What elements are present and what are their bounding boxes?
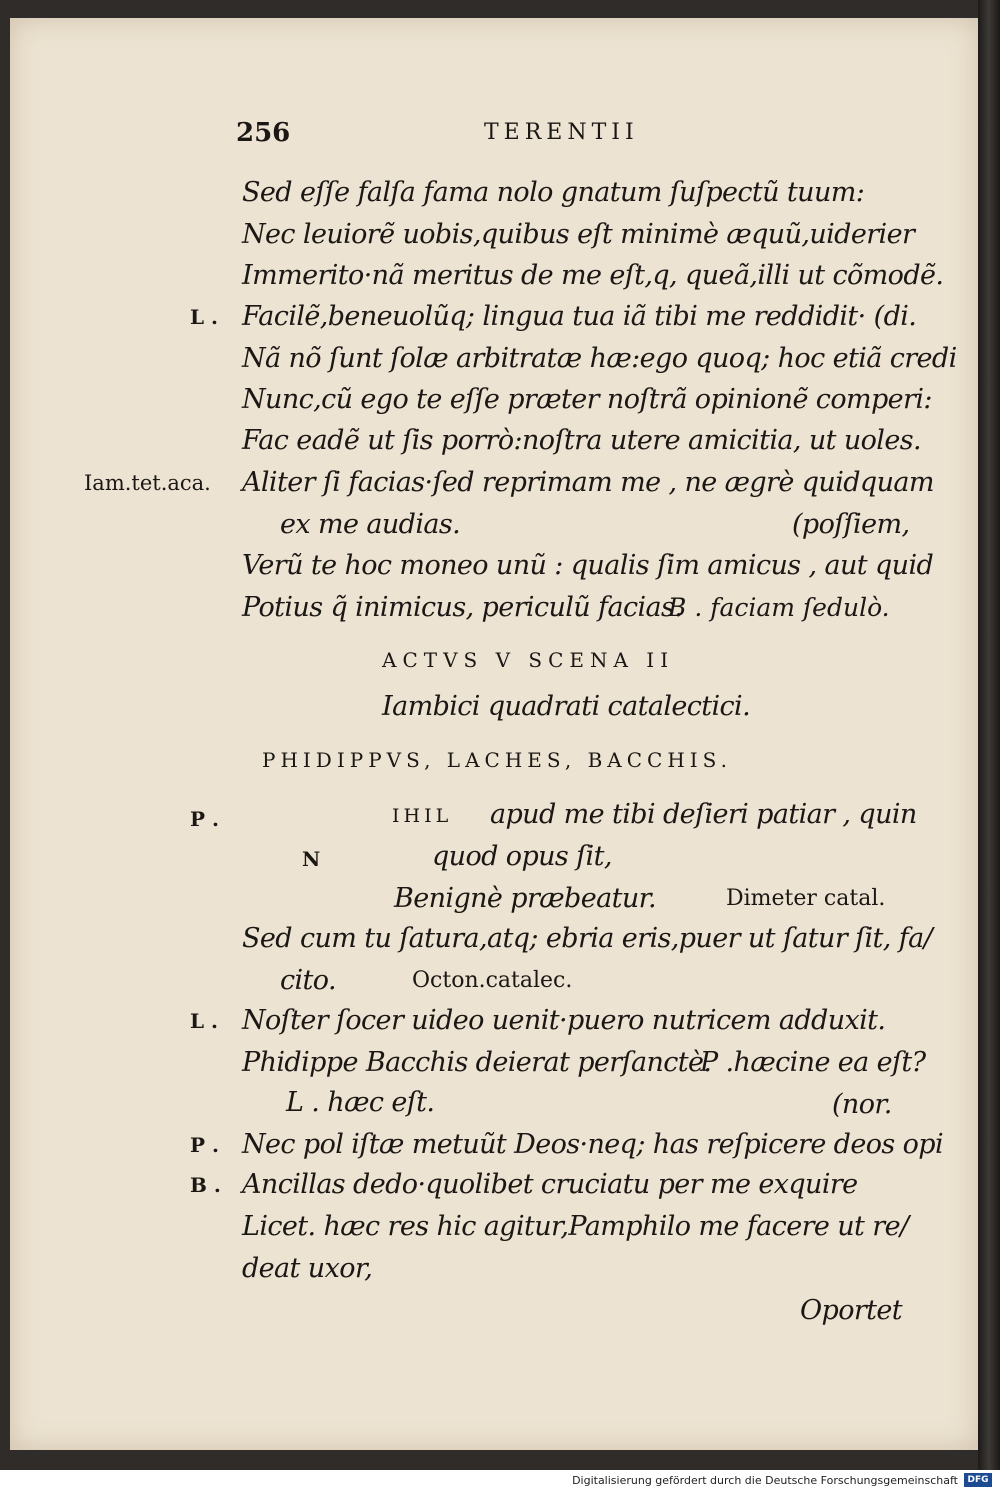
text-line: Nunc,cũ ego te eſſe præter noſtrã opinionẽ comperi: bbox=[242, 384, 932, 415]
speaker-label: P . bbox=[190, 807, 219, 831]
text-line: Verũ te hoc moneo unũ : qualis ſim amicus , aut quid bbox=[242, 550, 934, 581]
speaker-inline: B . faciam ſedulò. bbox=[668, 593, 890, 622]
meter-heading: Iambici quadrati catalectici. bbox=[382, 691, 751, 722]
footer-bar bbox=[0, 1470, 1000, 1492]
text-line: cito. bbox=[280, 965, 336, 996]
text-line: L . hæc eſt. bbox=[286, 1087, 435, 1118]
text-line: Potius q̃ inimicus, periculũ facias. bbox=[242, 592, 683, 623]
speaker-label: L . bbox=[190, 305, 218, 329]
meter-note: Dimeter catal. bbox=[726, 886, 886, 911]
text-line: Nã nõ ſunt ſolæ arbitratæ hæ:ego quoq; hoc etiã credi bbox=[242, 343, 957, 374]
text-line: Facilẽ,beneuolũq; lingua tua iã tibi me reddidit· (di. bbox=[242, 301, 917, 332]
text-line: Noſter ſocer uideo uenit·puero nutricem adduxit. bbox=[242, 1005, 886, 1036]
catchword: Oportet bbox=[800, 1295, 903, 1326]
text-line: Phidippe Bacchis deierat perſanctè. bbox=[242, 1047, 712, 1078]
speaker-label: P . bbox=[190, 1133, 219, 1157]
speaker-label: B . bbox=[190, 1173, 221, 1197]
cast-heading: PHIDIPPVS, LACHES, BACCHIS. bbox=[262, 748, 732, 772]
dfg-logo: DFG bbox=[964, 1473, 992, 1487]
book-spine bbox=[978, 0, 1000, 1470]
meter-label: Iam.tet.aca. bbox=[84, 471, 211, 495]
text-line: Immerito·nã meritus de me eſt,q, queã,illi ut cõmodẽ. bbox=[242, 260, 944, 291]
text-line: deat uxor, bbox=[242, 1253, 373, 1284]
meter-note: Octon.catalec. bbox=[412, 968, 573, 993]
text-line: IHIL bbox=[392, 805, 453, 827]
page-number: 256 bbox=[236, 118, 291, 148]
text-line: apud me tibi deſieri patiar , quin bbox=[490, 799, 917, 830]
text-line: Sed cum tu ſatura,atq; ebria eris,puer ut ſatur ſit, fa/ bbox=[242, 923, 933, 954]
text-line: ex me audias. bbox=[280, 509, 461, 540]
text-line: P .hæcine ea eſt? bbox=[700, 1047, 926, 1078]
text-line: Aliter ſi facias·ſed reprimam me , ne ægrè quidquam bbox=[242, 467, 934, 498]
text-line: Ancillas dedo·quolibet cruciatu per me exquire bbox=[242, 1169, 858, 1200]
text-line: Sed eſſe falſa fama nolo gnatum ſuſpectũ tuum: bbox=[242, 177, 865, 208]
book-page bbox=[10, 18, 978, 1450]
footer-credit: Digitalisierung gefördert durch die Deutsche Forschungsgemeinschaft bbox=[572, 1474, 958, 1487]
running-title: TERENTII bbox=[484, 120, 639, 145]
text-line: Nec leuiorẽ uobis,quibus eſt minimè æquũ,uiderier bbox=[242, 219, 915, 250]
speaker-label: L . bbox=[190, 1009, 218, 1033]
text-line: Nec pol iſtæ metuũt Deos·neq; has reſpicere deos opi bbox=[242, 1129, 944, 1160]
drop-initial: N bbox=[302, 847, 321, 871]
act-heading: ACTVS V SCENA II bbox=[382, 648, 675, 672]
text-line: (nor. bbox=[832, 1089, 892, 1120]
text-line: Licet. hæc res hic agitur,Pamphilo me facere ut re/ bbox=[242, 1211, 909, 1242]
text-line: quod opus ſit, bbox=[432, 841, 612, 872]
text-line: (poſſiem, bbox=[792, 509, 910, 540]
text-line: Fac eadẽ ut ſis porrò:noſtra utere amicitia, ut uoles. bbox=[242, 425, 921, 456]
text-line: Benignè præbeatur. bbox=[394, 883, 656, 914]
